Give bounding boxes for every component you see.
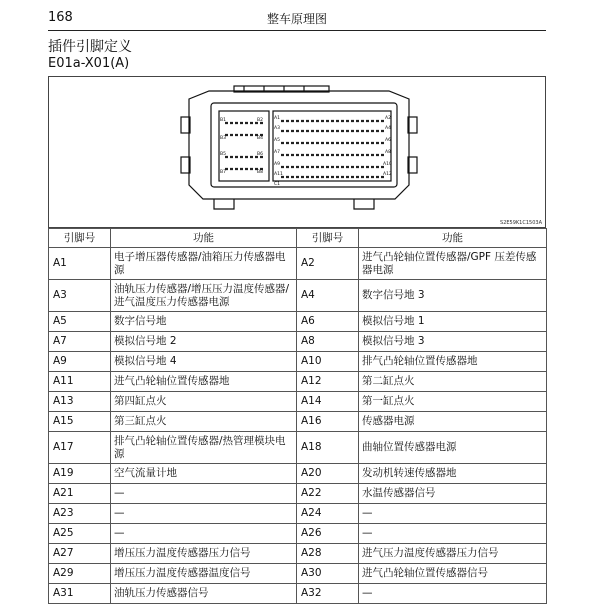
function-cell: 进气压力温度传感器压力信号: [359, 544, 547, 564]
function-cell: 模拟信号地 2: [111, 332, 297, 352]
pin-cell: A8: [297, 332, 359, 352]
pin-label: A1: [274, 116, 280, 121]
pin-cell: A22: [297, 484, 359, 504]
table-row: [49, 372, 547, 392]
pin-label: B7: [220, 170, 226, 175]
function-cell: 传感器电源: [359, 412, 547, 432]
col-header-function: 功能: [359, 229, 547, 248]
pin-label: A3: [274, 126, 280, 131]
pin-label: A8: [385, 150, 391, 155]
pin-cell: A2: [297, 248, 359, 280]
function-cell: —: [359, 584, 547, 604]
pin-label: C1: [274, 182, 281, 187]
pin-cell: A10: [297, 352, 359, 372]
section-title: 插件引脚定义: [48, 39, 132, 55]
pin-definition-table: [48, 228, 547, 604]
pin-cell: A27: [49, 544, 111, 564]
function-cell: 增压压力温度传感器压力信号: [111, 544, 297, 564]
pin-cell: A4: [297, 280, 359, 312]
table-row: [49, 524, 547, 544]
table-row: [49, 352, 547, 372]
pin-cell: A30: [297, 564, 359, 584]
table-row: [49, 544, 547, 564]
function-cell: 模拟信号地 1: [359, 312, 547, 332]
pin-label: A7: [274, 150, 280, 155]
pin-label: B5: [220, 152, 226, 157]
table-row: [49, 412, 547, 432]
page-header: [48, 8, 546, 31]
pin-cell: A32: [297, 584, 359, 604]
pin-cell: A20: [297, 464, 359, 484]
pin-cell: A11: [49, 372, 111, 392]
function-cell: 进气凸轮轴位置传感器地: [111, 372, 297, 392]
table-row: [49, 484, 547, 504]
function-cell: 电子增压器传感器/油箱压力传感器电源: [111, 248, 297, 280]
function-cell: 排气凸轮轴位置传感器/热管理模块电源: [111, 432, 297, 464]
pin-cell: A3: [49, 280, 111, 312]
function-cell: 第一缸点火: [359, 392, 547, 412]
table-row: [49, 504, 547, 524]
table-row: [49, 432, 547, 464]
pin-label: A6: [385, 138, 391, 143]
connector-id: E01a-X01(A): [48, 56, 130, 71]
pin-cell: A13: [49, 392, 111, 412]
pin-cell: A1: [49, 248, 111, 280]
function-cell: 进气凸轮轴位置传感器/GPF 压差传感器电源: [359, 248, 547, 280]
pin-cell: A9: [49, 352, 111, 372]
pin-label: A4: [385, 126, 391, 131]
col-header-pin: 引脚号: [297, 229, 359, 248]
function-cell: —: [111, 524, 297, 544]
pin-label: A10: [383, 162, 392, 167]
pin-cell: A14: [297, 392, 359, 412]
pin-cell: A24: [297, 504, 359, 524]
pin-cell: A7: [49, 332, 111, 352]
function-cell: 第三缸点火: [111, 412, 297, 432]
table-row: [49, 332, 547, 352]
table-row: [49, 280, 547, 312]
pin-cell: A31: [49, 584, 111, 604]
pin-label: B3: [220, 136, 226, 141]
table-row: [49, 464, 547, 484]
pin-label: B8: [257, 170, 263, 175]
pin-cell: A15: [49, 412, 111, 432]
function-cell: 进气凸轮轴位置传感器信号: [359, 564, 547, 584]
pin-label: B4: [257, 136, 263, 141]
pin-cell: A25: [49, 524, 111, 544]
function-cell: 发动机转速传感器地: [359, 464, 547, 484]
pin-cell: A5: [49, 312, 111, 332]
pin-cell: A23: [49, 504, 111, 524]
table-row: [49, 248, 547, 280]
figure-id: S2E59K1C1503A: [500, 220, 542, 226]
function-cell: —: [359, 524, 547, 544]
function-cell: —: [359, 504, 547, 524]
table-header-row: [49, 229, 547, 248]
function-cell: 油轨压力传感器/增压压力温度传感器/进气温度压力传感器电源: [111, 280, 297, 312]
pin-cell: A18: [297, 432, 359, 464]
function-cell: 曲轴位置传感器电源: [359, 432, 547, 464]
connector-figure: [48, 76, 546, 228]
col-header-pin: 引脚号: [49, 229, 111, 248]
pin-cell: A6: [297, 312, 359, 332]
function-cell: 数字信号地 3: [359, 280, 547, 312]
page-number: 168: [48, 10, 73, 25]
pin-cell: A28: [297, 544, 359, 564]
pin-label: A12: [383, 172, 392, 177]
function-cell: —: [111, 504, 297, 524]
function-cell: 模拟信号地 4: [111, 352, 297, 372]
table-row: [49, 392, 547, 412]
function-cell: 空气流量计地: [111, 464, 297, 484]
connector-diagram: [49, 77, 545, 227]
function-cell: 水温传感器信号: [359, 484, 547, 504]
function-cell: 数字信号地: [111, 312, 297, 332]
pin-label: A5: [274, 138, 280, 143]
pin-cell: A19: [49, 464, 111, 484]
pin-label: B1: [220, 118, 226, 123]
table-row: [49, 564, 547, 584]
pin-cell: A17: [49, 432, 111, 464]
col-header-function: 功能: [111, 229, 297, 248]
function-cell: 模拟信号地 3: [359, 332, 547, 352]
pin-label: A11: [274, 172, 283, 177]
pin-label: B6: [257, 152, 263, 157]
pin-cell: A26: [297, 524, 359, 544]
pin-cell: A21: [49, 484, 111, 504]
pin-label: A2: [385, 116, 391, 121]
pin-label: A9: [274, 162, 280, 167]
header-title: 整车原理图: [266, 12, 327, 26]
pin-cell: A29: [49, 564, 111, 584]
function-cell: 油轨压力传感器信号: [111, 584, 297, 604]
function-cell: 排气凸轮轴位置传感器地: [359, 352, 547, 372]
pin-cell: A16: [297, 412, 359, 432]
table-row: [49, 312, 547, 332]
function-cell: 第二缸点火: [359, 372, 547, 392]
function-cell: 增压压力温度传感器温度信号: [111, 564, 297, 584]
function-cell: 第四缸点火: [111, 392, 297, 412]
pin-cell: A12: [297, 372, 359, 392]
function-cell: —: [111, 484, 297, 504]
pin-label: B2: [257, 118, 263, 123]
